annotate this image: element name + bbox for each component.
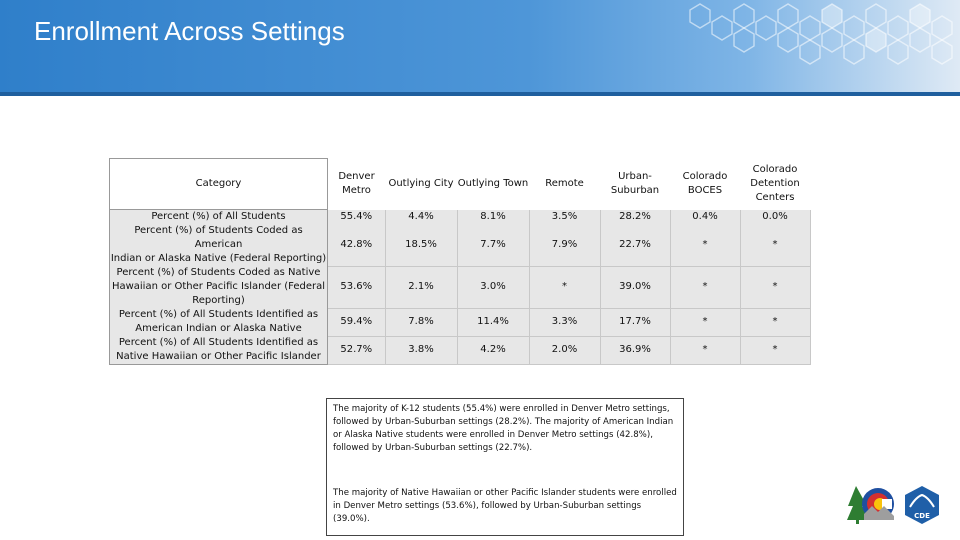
- colorado-logo-icon: [846, 484, 898, 526]
- category-line: Percent (%) of All Students Identified as: [118, 337, 319, 348]
- row-category: [110, 224, 328, 266]
- table-row: [110, 210, 811, 225]
- cell-urban-suburban: 36.9%: [600, 336, 670, 365]
- header-category: Category: [110, 159, 328, 210]
- cell-boces: *: [670, 224, 740, 266]
- cell-urban-suburban: 39.0%: [600, 266, 670, 308]
- header-outlying-town: Outlying Town: [457, 159, 529, 210]
- cell-denver-metro: 59.4%: [328, 308, 386, 336]
- header-line: Detention: [750, 178, 800, 189]
- cell-boces: *: [670, 266, 740, 308]
- cell-remote: 3.3%: [529, 308, 600, 336]
- page-title: Enrollment Across Settings: [34, 16, 345, 46]
- title-banner: [0, 0, 960, 92]
- category-line: Hawaiian or Other Pacific Islander (Federal: [111, 281, 326, 292]
- cell-denver-metro: 55.4%: [328, 210, 386, 225]
- cell-urban-suburban: 22.7%: [600, 224, 670, 266]
- cell-urban-suburban: 17.7%: [600, 308, 670, 336]
- header-line: Centers: [755, 192, 795, 203]
- cell-outlying-town: 8.1%: [457, 210, 529, 225]
- cell-urban-suburban: 28.2%: [600, 210, 670, 225]
- header-denver-metro: Denver Metro: [328, 159, 386, 210]
- header-urban-suburban: [600, 159, 670, 210]
- cell-detention: *: [740, 336, 810, 365]
- cell-boces: *: [670, 336, 740, 365]
- banner-divider: [0, 92, 960, 96]
- hexagon-pattern-icon: [660, 0, 960, 92]
- cell-detention: *: [740, 308, 810, 336]
- summary-note-box: [326, 398, 684, 536]
- category-line: American Indian or Alaska Native: [135, 323, 302, 334]
- cell-remote: *: [529, 266, 600, 308]
- cde-logo-icon: [902, 485, 942, 525]
- category-line: Percent (%) of All Students Identified as: [118, 309, 319, 320]
- cell-outlying-city: 2.1%: [385, 266, 457, 308]
- row-category: [110, 336, 328, 365]
- cell-denver-metro: 42.8%: [328, 224, 386, 266]
- table-row: [110, 224, 811, 266]
- header-line: Colorado: [752, 164, 798, 175]
- cell-denver-metro: 52.7%: [328, 336, 386, 365]
- header-outlying-city: Outlying City: [385, 159, 457, 210]
- cell-remote: 7.9%: [529, 224, 600, 266]
- header-line: BOCES: [687, 185, 723, 196]
- row-category: [110, 308, 328, 336]
- cell-boces: *: [670, 308, 740, 336]
- table-header-row: [110, 159, 811, 210]
- cell-detention: 0.0%: [740, 210, 810, 225]
- cell-outlying-city: 18.5%: [385, 224, 457, 266]
- cell-outlying-town: 11.4%: [457, 308, 529, 336]
- cell-outlying-town: 3.0%: [457, 266, 529, 308]
- category-line: Native Hawaiian or Other Pacific Islander: [116, 351, 321, 362]
- cell-outlying-city: 4.4%: [385, 210, 457, 225]
- header-detention-centers: [740, 159, 810, 210]
- cell-outlying-city: 3.8%: [385, 336, 457, 365]
- category-line: Reporting): [192, 295, 245, 306]
- category-line: Indian or Alaska Native (Federal Reporting): [110, 253, 327, 264]
- category-line: Percent (%) of All Students: [151, 211, 286, 222]
- cell-outlying-town: 4.2%: [457, 336, 529, 365]
- category-line: Percent (%) of Students Coded as American: [134, 225, 303, 250]
- cde-logo-text: CDE: [914, 512, 930, 520]
- header-line: Urban-: [618, 171, 652, 182]
- cell-outlying-city: 7.8%: [385, 308, 457, 336]
- header-line: Suburban: [610, 185, 660, 196]
- cell-denver-metro: 53.6%: [328, 266, 386, 308]
- cell-boces: 0.4%: [670, 210, 740, 225]
- header-remote: Remote: [529, 159, 600, 210]
- header-colorado-boces: [670, 159, 740, 210]
- cell-remote: 3.5%: [529, 210, 600, 225]
- enrollment-table: [109, 158, 811, 365]
- cell-detention: *: [740, 266, 810, 308]
- table-row: [110, 308, 811, 336]
- summary-paragraph: The majority of K-12 students (55.4%) were enrolled in Denver Metro settings, followed by Urban-Suburban settings (28.2%). The majority of American Indian or Alaska Native students were enrolled in Denver Metro settings (42.8%), followed by Urban-Suburban settings (22.7%).: [333, 404, 674, 453]
- row-category: [110, 210, 328, 225]
- cell-remote: 2.0%: [529, 336, 600, 365]
- summary-paragraph: The majority of Native Hawaiian or other Pacific Islander students were enrolled in Denver Metro settings (53.6%), followed by Urban-Suburban settings (39.0%).: [333, 488, 677, 524]
- table-row: [110, 336, 811, 365]
- table-row: [110, 266, 811, 308]
- row-category: [110, 266, 328, 308]
- cell-outlying-town: 7.7%: [457, 224, 529, 266]
- category-line: Percent (%) of Students Coded as Native: [116, 267, 321, 278]
- cell-detention: *: [740, 224, 810, 266]
- header-line: Colorado: [682, 171, 728, 182]
